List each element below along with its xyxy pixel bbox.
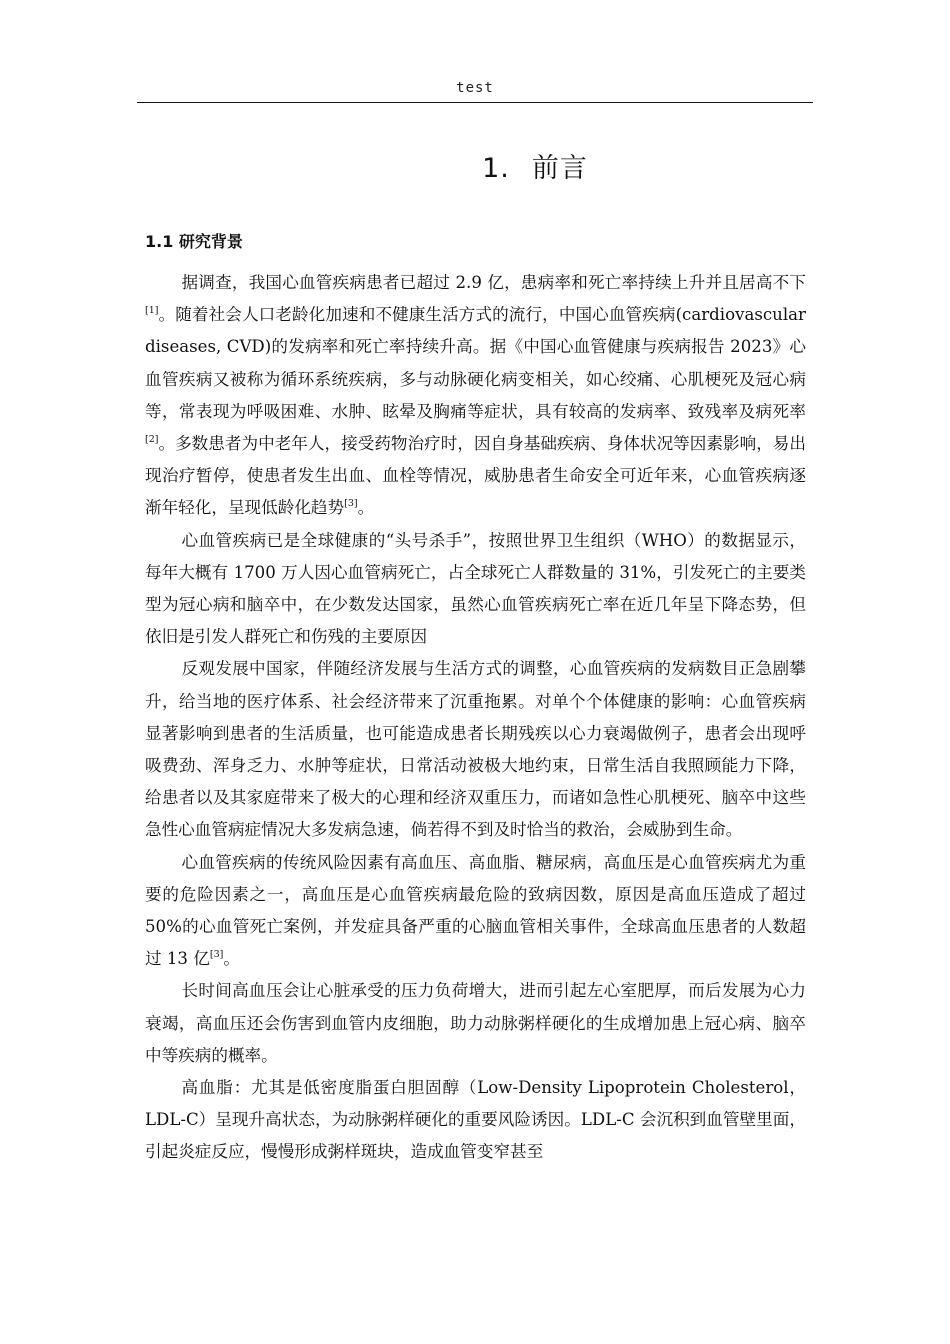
paragraph-text: 心血管疾病已是全球健康的“头号杀手”，按照世界卫生组织（WHO）的数据显示，每年大概有 1700 万人因心血管病死亡，占全球死亡人群数量的 31%，引发死亡的主要类型为冠心病和脑卒中，在少数发达国家，虽然心血管疾病死亡率在近几年呈下降态势，但依旧是引发人群死亡和伤残的主要原因 (145, 530, 806, 647)
citation-ref: [3] (209, 949, 224, 961)
paragraph-text: 心血管疾病的传统风险因素有高血压、高血脂、糖尿病，高血压是心血管疾病尤为重要的危险因素之一，高血压是心血管疾病最危险的致病因数，原因是高血压造成了超过 50%的心血管死亡案例，并发症具备严重的心脑血管相关事件，全球高血压患者的人数超过 13 亿 (145, 852, 806, 969)
paragraph (145, 525, 806, 654)
paragraph (145, 1072, 806, 1169)
citation-ref: [1] (145, 305, 159, 317)
paragraph (145, 847, 806, 976)
chapter-title (0, 146, 950, 185)
paragraph-text: 。 (223, 949, 240, 969)
paragraph-text: 长时间高血压会让心脏承受的压力负荷增大，进而引起左心室肥厚，而后发展为心力衰竭，高血压还会伤害到血管内皮细胞，助力动脉粥样硬化的生成增加患上冠心病、脑卒中等疾病的概率。 (145, 981, 806, 1065)
paragraph-text: 据调查，我国心血管疾病患者已超过 2.9 亿，患病率和死亡率持续上升并且居高不下 (181, 273, 806, 292)
paragraph-text: 。 (357, 498, 375, 518)
paragraph-text: 。多数患者为中老年人，接受药物治疗时，因自身基础疾病、身体状况等因素影响，易出现治疗暂停，使患者发生出血、血栓等情况，威胁患者生命安全可近年来，心血管疾病逐渐年轻化，呈现低龄化趋势 (145, 434, 806, 518)
paragraph-text: 。随着社会人口老龄化加速和不健康生活方式的流行，中国心血管疾病(cardiovascular diseases, CVD)的发病率和死亡率持续升高。据《中国心血管健康与疾病报告 2023》心血管疾病又被称为循环系统疾病，多与动脉硬化病变相关，如心绞痛、心肌梗死及冠心病等，常表现为呼吸困难、水肿、眩晕及胸痛等症状，具有较高的发病率、致残率及病死率 (145, 305, 806, 421)
body-text (145, 267, 806, 1169)
paragraph-text: 反观发展中国家，伴随经济发展与生活方式的调整，心血管疾病的发病数目正急剧攀升，给当地的医疗体系、社会经济带来了沉重拖累。对单个个体健康的影响：心血管疾病显著影响到患者的生活质量，也可能造成患者长期残疾以心力衰竭做例子，患者会出现呼吸费劲、浑身乏力、水肿等症状，日常活动被极大地约束，日常生活自我照顾能力下降，给患者以及其家庭带来了极大的心理和经济双重压力，而诸如急性心肌梗死、脑卒中这些急性心血管病症情况大多发病急速，倘若得不到及时恰当的救治，会威胁到生命。 (145, 659, 806, 840)
paragraph-text: 高血脂：尤其是低密度脂蛋白胆固醇（Low-Density Lipoprotein Cholesterol，LDL-C）呈现升高状态，为动脉粥样硬化的重要风险诱因。LDL-C 会沉积到血管壁里面，引起炎症反应，慢慢形成粥样斑块，造成血管变窄甚至 (145, 1078, 806, 1162)
citation-ref: [2] (145, 434, 159, 446)
paragraph (145, 653, 806, 846)
header-divider (137, 102, 813, 103)
chapter-number: 1. (482, 153, 510, 184)
paragraph (145, 267, 806, 525)
citation-ref: [3] (344, 498, 358, 510)
running-header: test (456, 80, 494, 96)
chapter-title-text: 前言 (531, 153, 588, 184)
paragraph (145, 975, 806, 1072)
section-heading: 1.1 研究背景 (145, 232, 243, 251)
